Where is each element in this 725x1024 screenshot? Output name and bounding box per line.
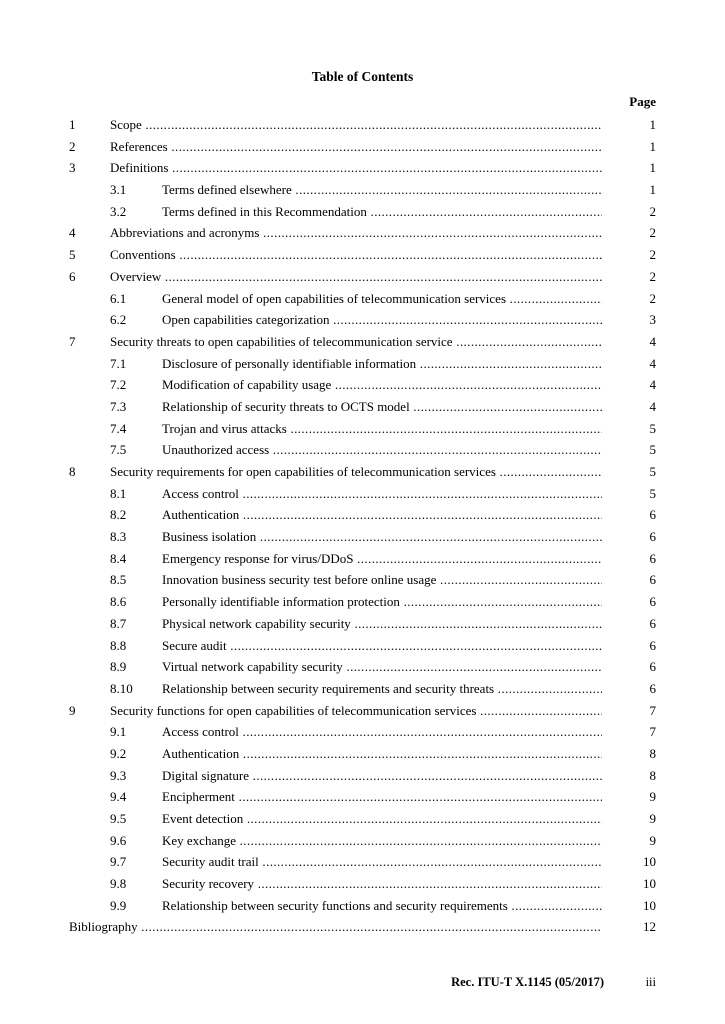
toc-entry-title[interactable]: Digital signature ..... [162, 765, 602, 787]
toc-entry-title[interactable]: Access control ..... [162, 721, 602, 743]
toc-entry-title[interactable]: Open capabilities categorization ..... [162, 309, 602, 331]
toc-entry-title[interactable]: Security requirements for open capabilities of telecommunication services ..... [110, 461, 602, 483]
toc-entry[interactable] [69, 765, 656, 787]
toc-entry-title[interactable]: Relationship of security threats to OCTS model ..... [162, 396, 602, 418]
toc-entry[interactable] [69, 591, 656, 613]
toc-entry-page: 8 [649, 767, 656, 783]
toc-entry-page: 5 [649, 485, 656, 501]
toc-entry-title[interactable]: Access control ..... [162, 483, 602, 505]
toc-entry-number: 9 [69, 702, 76, 718]
toc-entry[interactable] [69, 222, 656, 244]
toc-entry-number: 9.9 [110, 897, 127, 913]
toc-entry[interactable] [69, 157, 656, 179]
toc-entry[interactable] [69, 548, 656, 570]
toc-entry-title[interactable]: Innovation business security test before online usage ..... [162, 569, 602, 591]
toc-entry-number: 8.3 [110, 529, 127, 545]
toc-entry-page: 6 [649, 550, 656, 566]
toc-entry-title[interactable]: Security functions for open capabilities of telecommunication services ..... [110, 700, 602, 722]
toc-entry-title[interactable]: Relationship between security functions and security requirements ..... [162, 895, 602, 917]
toc-entry-title[interactable]: Definitions ..... [110, 157, 602, 179]
toc-entry-title[interactable]: Relationship between security requirements and security threats ..... [162, 678, 602, 700]
toc-entry-title[interactable]: Modification of capability usage ..... [162, 374, 602, 396]
toc-entry-title[interactable]: Security threats to open capabilities of telecommunication service ..... [110, 331, 602, 353]
footer-page-number: iii [645, 975, 656, 989]
toc-entry[interactable] [69, 439, 656, 461]
toc-entry-page: 12 [643, 919, 656, 935]
toc-entry-number: 4 [69, 225, 76, 241]
toc-entry-page: 2 [649, 268, 656, 284]
toc-entry-page: 2 [649, 290, 656, 306]
toc-entry[interactable] [69, 808, 656, 830]
toc-entry-title[interactable]: Virtual network capability security ..... [162, 656, 602, 678]
toc-entry[interactable] [69, 526, 656, 548]
toc-entry-title[interactable]: Secure audit ..... [162, 635, 602, 657]
toc-entry[interactable] [69, 743, 656, 765]
toc-entry-page: 6 [649, 594, 656, 610]
toc-entry-page: 5 [649, 442, 656, 458]
toc-entry-number: 8.8 [110, 637, 127, 653]
toc-entry-page: 2 [649, 203, 656, 219]
toc-entry-number: 3.2 [110, 203, 127, 219]
toc-entry-page: 2 [649, 247, 656, 263]
toc-entry-page: 4 [649, 398, 656, 414]
toc-entry[interactable] [69, 201, 656, 223]
toc-entry-title[interactable]: Security audit trail ..... [162, 851, 602, 873]
toc-entry-number: 7.2 [110, 377, 127, 393]
toc-entry-title[interactable]: Overview ..... [110, 266, 602, 288]
toc-entry-number: 8.7 [110, 615, 127, 631]
toc-entry-title[interactable]: Abbreviations and acronyms ..... [110, 222, 602, 244]
toc-entry-title[interactable]: Event detection ..... [162, 808, 602, 830]
toc-entry-title[interactable]: References ..... [110, 136, 602, 158]
toc-entry-number: 7 [69, 333, 76, 349]
toc-entry-page: 6 [649, 680, 656, 696]
toc-entry-number: 9.6 [110, 832, 127, 848]
toc-entry-number: 2 [69, 138, 76, 154]
toc-entry[interactable] [69, 461, 656, 483]
toc-entry[interactable] [69, 786, 656, 808]
toc-entry[interactable] [69, 309, 656, 331]
toc-entry[interactable] [69, 895, 656, 917]
toc-entry[interactable] [69, 244, 656, 266]
toc-entry[interactable] [69, 569, 656, 591]
toc-entry[interactable] [69, 288, 656, 310]
toc-entry-number: 9.5 [110, 811, 127, 826]
toc-entry[interactable] [69, 374, 656, 396]
toc-entry-number: 8.9 [110, 659, 127, 675]
toc-entry[interactable] [69, 266, 656, 288]
toc-entry-number: 3 [69, 160, 76, 176]
toc-entry-number: 7.1 [110, 355, 127, 371]
toc-entry-page: 9 [649, 832, 656, 848]
toc-entry-title[interactable]: Encipherment ..... [162, 786, 602, 808]
toc-entry-title[interactable]: Key exchange ..... [162, 830, 602, 852]
toc-entry[interactable] [69, 396, 656, 418]
toc-entry-title[interactable]: Disclosure of personally identifiable information ..... [162, 353, 602, 375]
toc-entry-number: 8.5 [110, 572, 127, 588]
toc-title: Table of Contents [311, 69, 414, 84]
toc-entry[interactable] [69, 613, 656, 635]
toc-entry[interactable] [69, 179, 656, 201]
toc-entry-number: 8.10 [110, 680, 133, 696]
toc-entry-title[interactable]: Scope ..... [110, 114, 602, 136]
toc-entry-page: 6 [649, 529, 656, 545]
toc-entry[interactable] [69, 635, 656, 657]
toc-entry-page: 10 [643, 897, 656, 913]
toc-entry-page: 1 [649, 160, 656, 176]
toc-entry-number: 6 [69, 268, 76, 284]
footer-recommendation: Rec. ITU-T X.1145 (05/2017) [451, 975, 604, 989]
toc-entry[interactable] [69, 136, 656, 158]
toc-entry-page: 9 [649, 811, 656, 826]
toc-entry-page: 3 [649, 312, 656, 328]
toc-entry-number: 9.8 [110, 876, 127, 892]
toc-entry-title[interactable]: Terms defined in this Recommendation ..... [162, 201, 602, 223]
toc-entry-number: 9.4 [110, 789, 127, 805]
toc-entry-page: 8 [649, 745, 656, 761]
toc-entry-page: 4 [649, 355, 656, 371]
toc-entry-page: 9 [649, 789, 656, 805]
toc-entry[interactable] [69, 353, 656, 375]
toc-entry[interactable] [69, 916, 656, 938]
toc-entry-page: 4 [649, 377, 656, 393]
toc-entry-page: 5 [649, 464, 656, 479]
toc-entry[interactable] [69, 873, 656, 895]
toc-entry-number: 6.1 [110, 290, 127, 306]
toc-entry-number: 9.1 [110, 724, 127, 740]
toc-entry-page: 6 [649, 659, 656, 675]
toc-entry-page: 6 [649, 637, 656, 653]
toc-entry-page: 6 [649, 615, 656, 631]
toc-entry-title[interactable]: Physical network capability security ..... [162, 613, 602, 635]
toc-entry-number: 9.7 [110, 854, 127, 870]
toc-entry-number: 6.2 [110, 312, 127, 328]
toc-entry-number: 8.4 [110, 550, 127, 566]
toc-list [69, 114, 656, 938]
toc-entry-number: 8.6 [110, 594, 127, 610]
toc-entry-page: 7 [649, 702, 656, 718]
toc-entry-title[interactable]: Unauthorized access ..... [162, 439, 602, 461]
toc-entry[interactable] [69, 721, 656, 743]
toc-entry-title[interactable]: Authentication ..... [162, 743, 602, 765]
toc-entry-title[interactable]: General model of open capabilities of telecommunication services ..... [162, 288, 602, 310]
toc-entry-title[interactable]: Security recovery ..... [162, 873, 602, 895]
toc-entry-title[interactable]: Emergency response for virus/DDoS ..... [162, 548, 602, 570]
toc-entry-number: 3.1 [110, 182, 127, 198]
toc-entry-title[interactable]: Business isolation ..... [162, 526, 602, 548]
toc-entry-page: 1 [649, 182, 656, 198]
toc-entry-page: 6 [649, 572, 656, 588]
toc-entry[interactable] [69, 418, 656, 440]
toc-entry[interactable] [69, 114, 656, 136]
toc-entry-number: 5 [69, 247, 76, 263]
toc-entry-page: 4 [649, 333, 656, 349]
toc-entry-number: 8.1 [110, 485, 127, 501]
toc-entry-page: 10 [643, 854, 656, 870]
toc-entry-page: 1 [649, 138, 656, 154]
toc-entry[interactable] [69, 656, 656, 678]
toc-entry-number: 9.2 [110, 745, 127, 761]
toc-entry-number: 8.2 [110, 507, 127, 523]
toc-entry[interactable] [69, 830, 656, 852]
toc-entry[interactable] [69, 851, 656, 873]
toc-entry[interactable] [69, 331, 656, 353]
toc-entry-page: 5 [649, 420, 656, 436]
toc-entry-page: 1 [649, 117, 656, 132]
toc-entry-title[interactable]: Personally identifiable information protection ..... [162, 591, 602, 613]
toc-entry[interactable] [69, 504, 656, 526]
page-column-header: Page [629, 94, 656, 109]
toc-entry[interactable] [69, 483, 656, 505]
toc-entry-title[interactable]: Authentication ..... [162, 504, 602, 526]
toc-entry-page: 10 [643, 876, 656, 892]
toc-entry-number: 7.4 [110, 420, 127, 436]
toc-entry-number: 9.3 [110, 767, 127, 783]
toc-entry-title[interactable]: Trojan and virus attacks ..... [162, 418, 602, 440]
toc-entry[interactable] [69, 678, 656, 700]
toc-entry-page: 7 [649, 724, 656, 740]
toc-entry-title[interactable]: Conventions ..... [110, 244, 602, 266]
toc-entry[interactable] [69, 700, 656, 722]
toc-entry-number: 7.5 [110, 442, 127, 458]
toc-entry-title[interactable]: Terms defined elsewhere ..... [162, 179, 602, 201]
toc-entry-page: 6 [649, 507, 656, 523]
toc-entry-number: 8 [69, 464, 76, 479]
toc-entry-title[interactable]: Bibliography ..... [69, 916, 602, 938]
toc-entry-number: 7.3 [110, 398, 127, 414]
toc-entry-page: 2 [649, 225, 656, 241]
toc-entry-number: 1 [69, 117, 76, 132]
